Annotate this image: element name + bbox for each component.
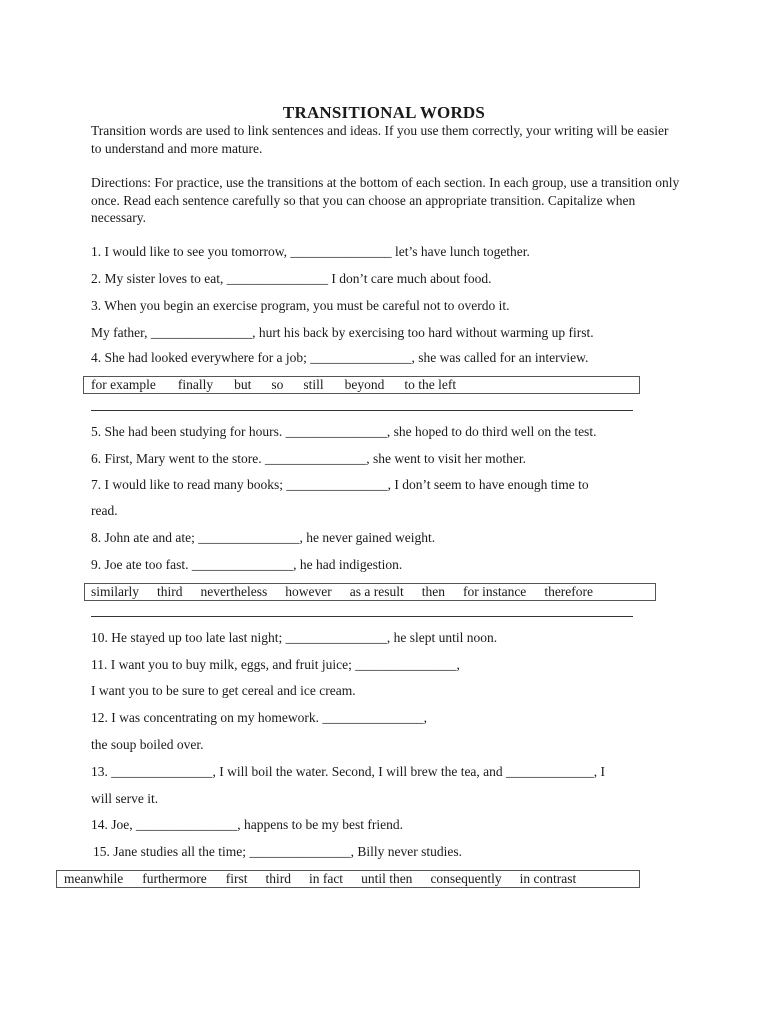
word-bank-item: third xyxy=(265,871,291,886)
word-bank-item: first xyxy=(225,871,248,886)
word-bank-item: meanwhile xyxy=(64,871,124,886)
word-bank-item: until then xyxy=(361,871,413,886)
word-bank-item: in contrast xyxy=(519,871,577,886)
word-bank-3 xyxy=(56,870,640,888)
word-bank-item: still xyxy=(303,377,324,392)
word-bank-item: so xyxy=(271,377,284,392)
sentence-13-continued: will serve it. xyxy=(91,791,159,806)
word-bank-item: third xyxy=(157,584,183,599)
sentence-2: 2. My sister loves to eat, _______________ I don’t care much about food. xyxy=(91,271,492,286)
worksheet-title: TRANSITIONAL WORDS xyxy=(282,103,486,122)
word-bank-item: however xyxy=(285,584,332,599)
word-bank-item: consequently xyxy=(430,871,502,886)
sentence-7: 7. I would like to read many books; _______________, I don’t seem to have enough time to xyxy=(91,477,589,492)
word-bank-item: similarly xyxy=(91,584,139,599)
sentence-5: 5. She had been studying for hours. _______________, she hoped to do third well on the test. xyxy=(91,424,597,439)
sentence-11: 11. I want you to buy milk, eggs, and fruit juice; _______________, xyxy=(91,657,460,672)
sentence-13: 13. _______________, I will boil the water. Second, I will brew the tea, and _____________, I xyxy=(91,764,606,779)
word-bank-item: nevertheless xyxy=(200,584,268,599)
sentence-7-continued: read. xyxy=(91,503,118,518)
word-bank-item: for instance xyxy=(462,584,527,599)
section-divider-2 xyxy=(91,616,633,617)
word-bank-item: as a result xyxy=(349,584,404,599)
sentence-6: 6. First, Mary went to the store. _______________, she went to visit her mother. xyxy=(91,451,526,466)
sentence-3: 3. When you begin an exercise program, you must be careful not to overdo it. xyxy=(91,298,510,313)
word-bank-item: beyond xyxy=(344,377,385,392)
word-bank-1 xyxy=(83,376,640,394)
word-bank-item: but xyxy=(234,377,252,392)
section-divider-1 xyxy=(91,410,633,411)
word-bank-item: then xyxy=(421,584,445,599)
sentence-9: 9. Joe ate too fast. _______________, he had indigestion. xyxy=(91,557,403,572)
word-bank-item: to the left xyxy=(404,377,457,392)
sentence-10: 10. He stayed up too late last night; _______________, he slept until noon. xyxy=(91,630,498,645)
directions-paragraph: Directions: For practice, use the transitions at the bottom of each section. In each group, use a transition only once. Read each sentence carefully so that you can choose an appropriate transition. Capitalize when necessary. xyxy=(91,175,680,225)
sentence-11-continued: I want you to be sure to get cereal and ice cream. xyxy=(91,683,356,698)
word-bank-item: furthermore xyxy=(142,871,207,886)
sentence-1: 1. I would like to see you tomorrow, _______________ let’s have lunch together. xyxy=(91,244,530,259)
word-bank-item: finally xyxy=(177,377,214,392)
word-bank-item: in fact xyxy=(308,871,344,886)
sentence-4: 4. She had looked everywhere for a job; _______________, she was called for an interview. xyxy=(91,350,589,365)
word-bank-item: therefore xyxy=(544,584,594,599)
sentence-12-continued: the soup boiled over. xyxy=(91,737,204,752)
sentence-8: 8. John ate and ate; _______________, he never gained weight. xyxy=(91,530,436,545)
sentence-3-continued: My father, _______________, hurt his back by exercising too hard without warming up first. xyxy=(91,325,594,340)
sentence-12: 12. I was concentrating on my homework. _______________, xyxy=(91,710,427,725)
intro-paragraph: Transition words are used to link sentences and ideas. If you use them correctly, your writing will be easier to understand and more mature. xyxy=(91,123,669,156)
word-bank-2 xyxy=(84,583,656,601)
sentence-15: 15. Jane studies all the time; _______________, Billy never studies. xyxy=(93,844,462,859)
word-bank-item: for example xyxy=(91,377,156,392)
sentence-14: 14. Joe, _______________, happens to be my best friend. xyxy=(91,817,403,832)
